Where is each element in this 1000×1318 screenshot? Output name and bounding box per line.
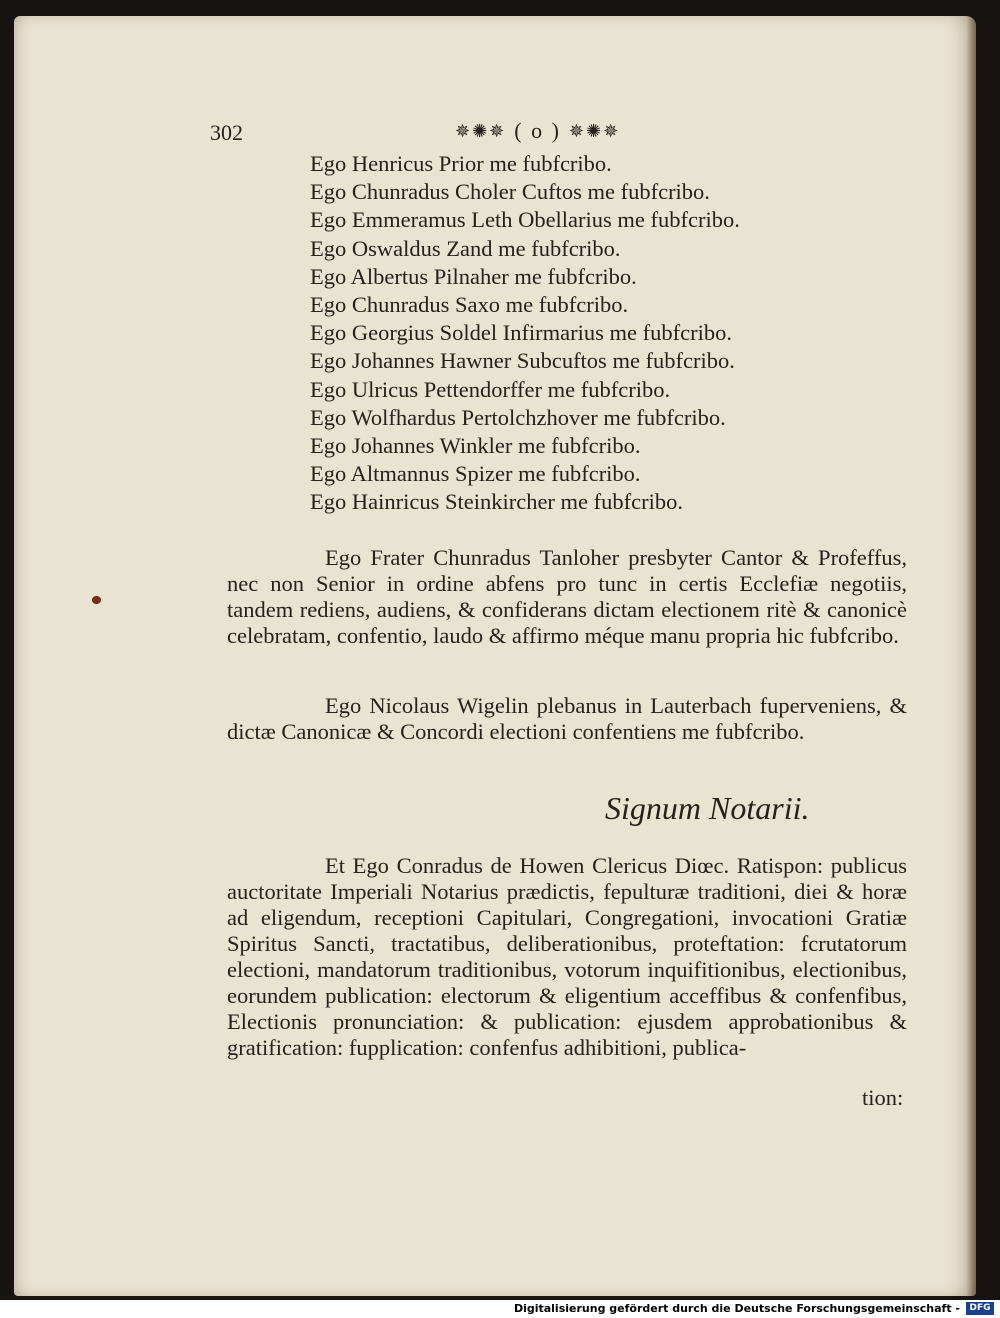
ornament-center: ( o )	[514, 118, 561, 143]
ornament-left-icon: ✵✺✵	[455, 120, 507, 141]
ornament-right-icon: ✵✺✵	[568, 120, 621, 141]
subscriber-line: Ego Hainricus Steinkircher me fubfcribo.	[310, 489, 684, 515]
subscriber-line: Ego Johannes Hawner Subcuftos me fubfcribo.	[310, 348, 735, 374]
subscriber-line: Ego Ulricus Pettendorffer me fubfcribo.	[310, 376, 671, 402]
subscriber-line: Ego Chunradus Saxo me fubfcribo.	[310, 292, 629, 318]
subscriber-list	[310, 150, 740, 517]
subscriber-line: Ego Johannes Winkler me fubfcribo.	[310, 433, 641, 459]
subscriber-line: Ego Georgius Soldel Infirmarius me fubfcribo.	[310, 320, 732, 346]
subscriber-line: Ego Henricus Prior me fubfcribo.	[310, 151, 612, 176]
subscriber-line: Ego Altmannus Spizer me fubfcribo.	[310, 461, 641, 487]
dfg-logo-icon: DFG	[966, 1302, 994, 1315]
subscriber-line: Ego Albertus Pilnaher me fubfcribo.	[310, 263, 637, 289]
footer-credit: Digitalisierung gefördert durch die Deutsche Forschungsgemeinschaft -	[513, 1302, 960, 1315]
subscriber-line: Ego Wolfhardus Pertolchzhover me fubfcribo.	[310, 404, 726, 430]
subscriber-line: Ego Emmeramus Leth Obellarius me fubfcribo.	[310, 207, 740, 233]
header-ornament	[455, 118, 620, 144]
subscriber-line: Ego Chunradus Choler Cuftos me fubfcribo.	[310, 179, 710, 205]
page-edge-shadow	[966, 16, 976, 1296]
catchword: tion:	[862, 1085, 904, 1110]
paragraph-cantor: Ego Frater Chunradus Tanloher presbyter Cantor & Profeffus, nec non Senior in ordine abfens pro tunc in certis Ecclefiæ negotiis, tandem rediens, audiens, & confiderans dictam electionem ritè & canonicè celebratam, confentio, laudo & affirmo méque manu propria hic fubfcribo.	[227, 545, 907, 648]
heading-signum-notarii: Signum Notarii.	[605, 790, 810, 826]
paragraph-notary: Et Ego Conradus de Howen Clericus Diœc. Ratispon: publicus auctoritate Imperiali Notarius prædictis, fepulturæ traditioni, diei & horæ ad eligendum, receptioni Capitulari, Congregationi, invocationi Gratiæ Spiritus Sancti, tractatibus, deliberationibus, proteftation: fcrutatorum electioni, mandatorum traditionibus, votorum inquifitionibus, electionibus, eorundem publication: electorum & eligentium acceffibus & confenfibus, Electionis pronunciation: & publication: ejusdem approbationibus & gratification: fupplication: confenfus adhibitioni, publica-	[227, 853, 907, 1060]
foxing-spot	[92, 596, 101, 604]
paragraph-plebanus: Ego Nicolaus Wigelin plebanus in Lauterbach fuperveniens, & dictæ Canonicæ & Concordi electioni confentiens me fubfcribo.	[227, 693, 907, 744]
subscriber-line: Ego Oswaldus Zand me fubfcribo.	[310, 235, 621, 261]
page-number: 302	[210, 120, 243, 145]
